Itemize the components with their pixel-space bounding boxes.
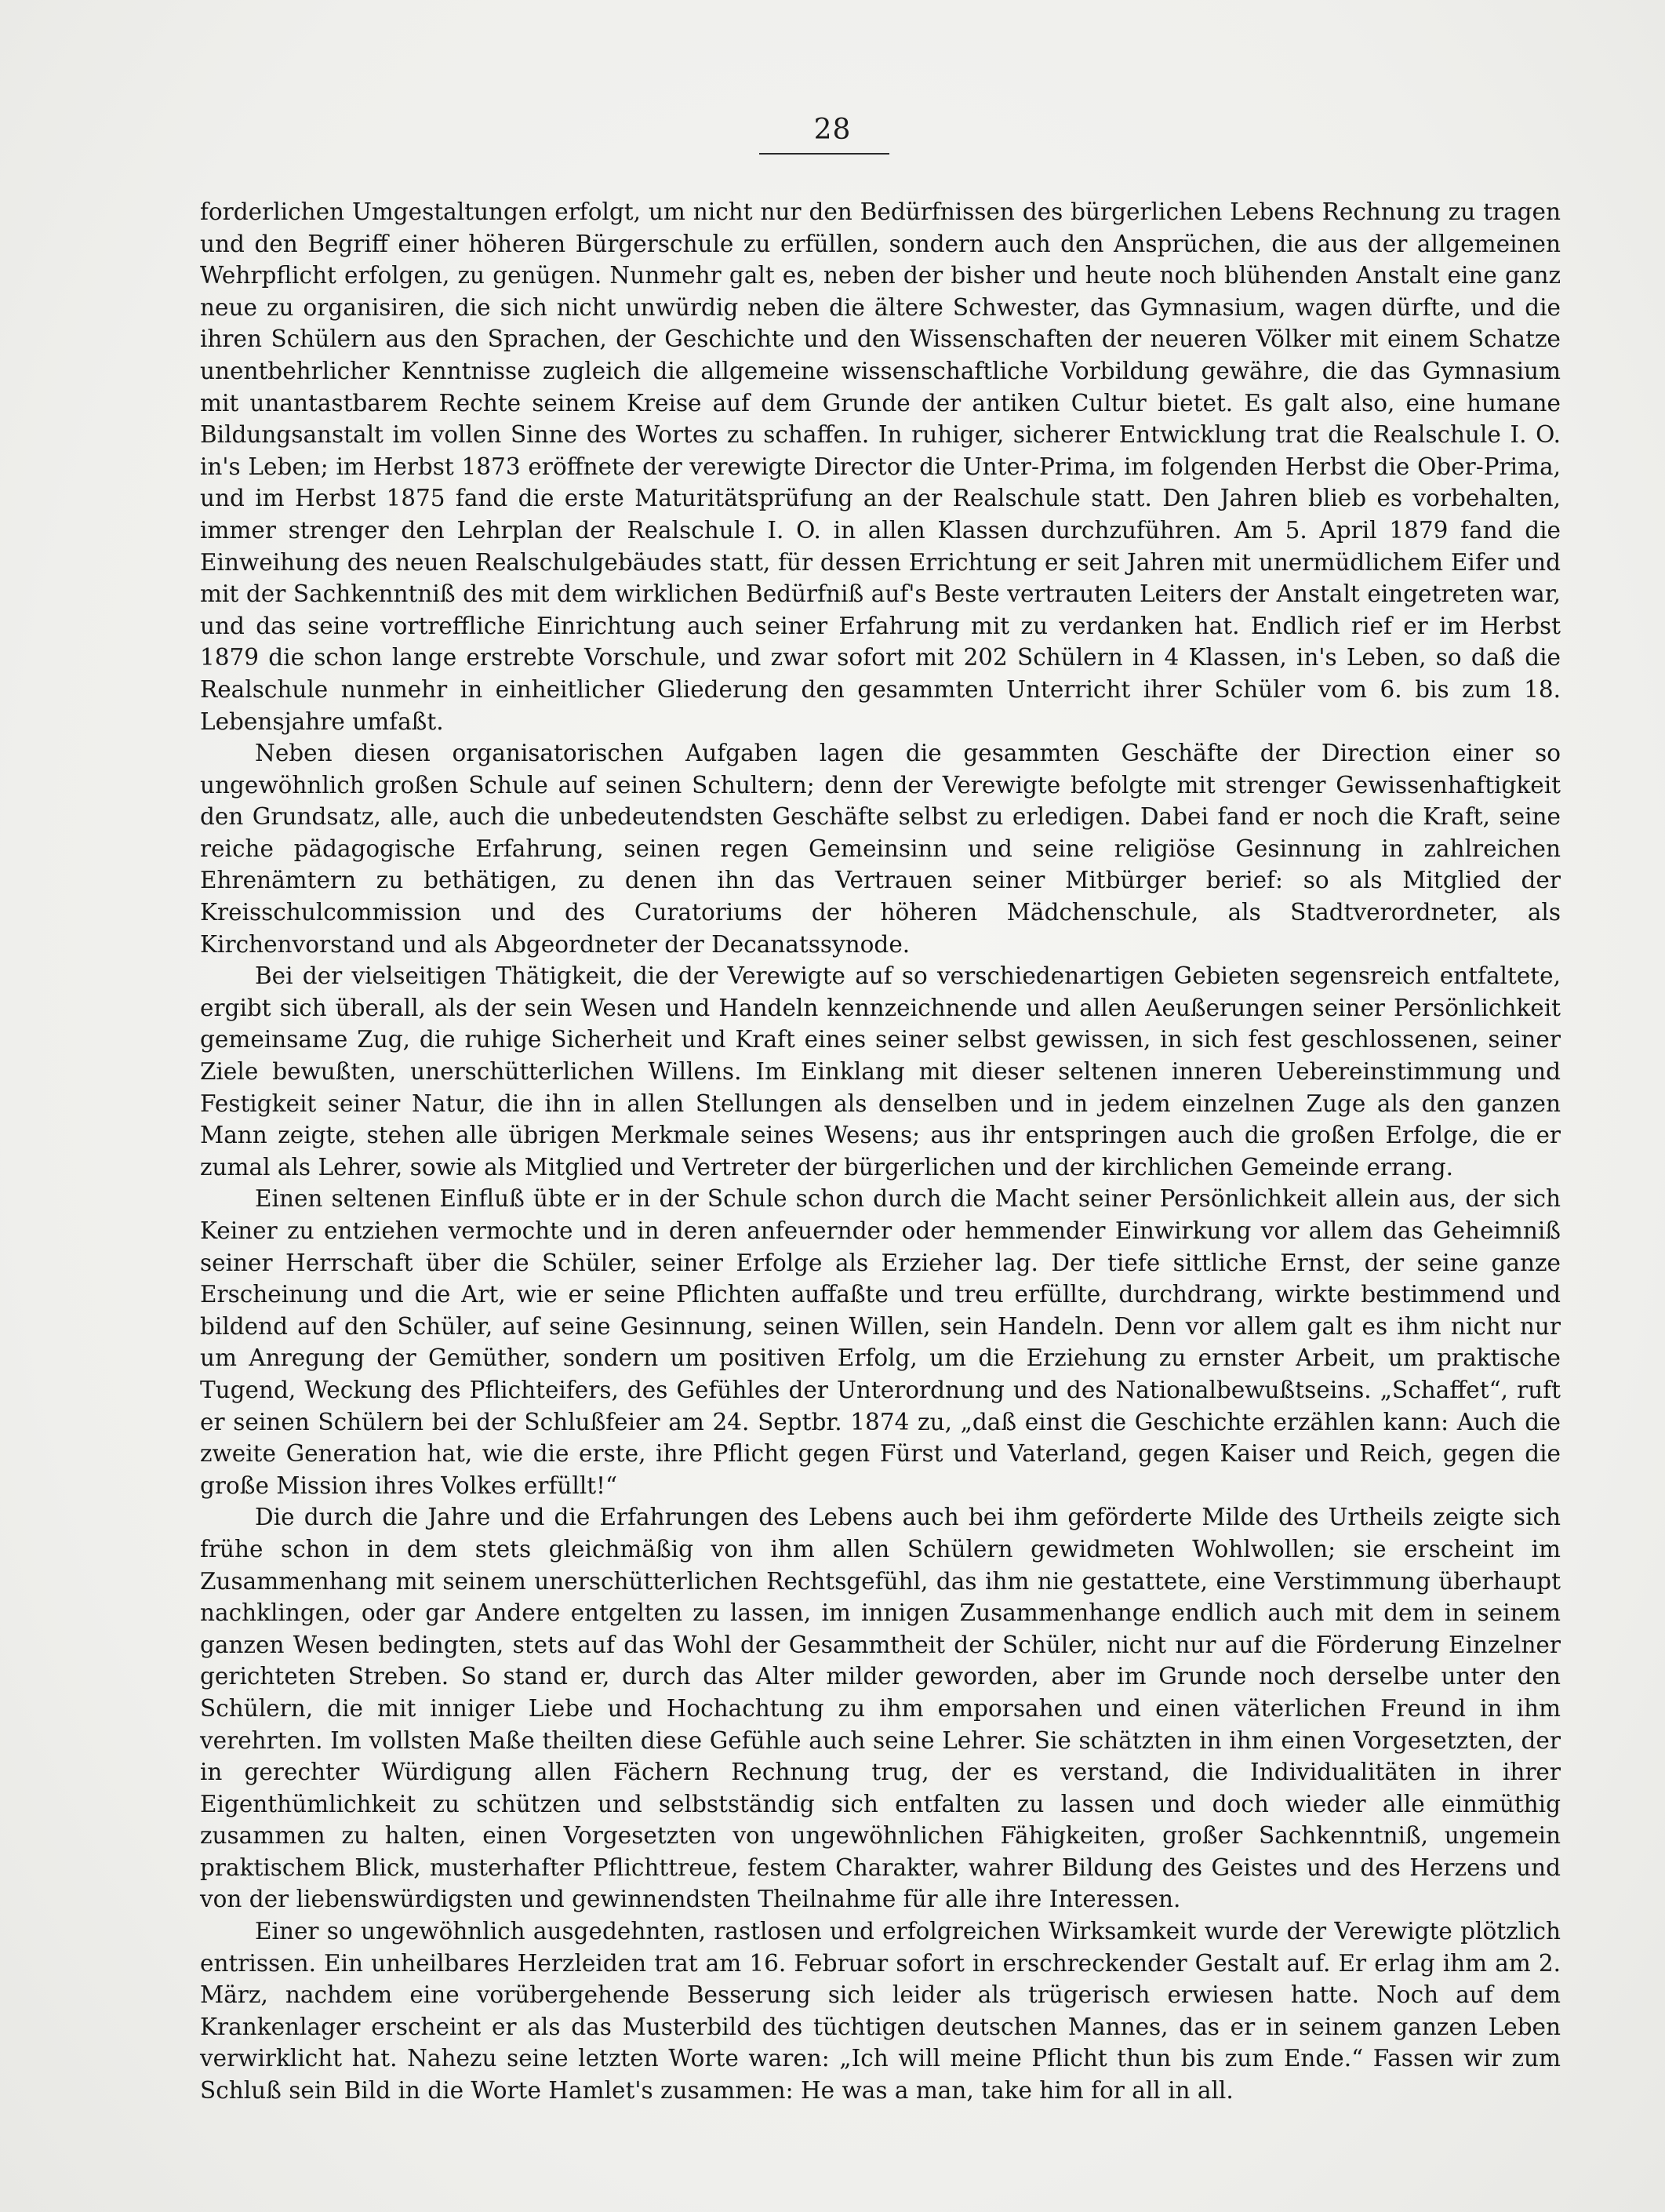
body-text <box>200 196 1561 2107</box>
paragraph: Bei der vielseitigen Thätigkeit, die der Verewigte auf so verschiedenartigen Gebieten segensreich entfaltete, ergibt sich überall, als der sein Wesen und Handeln kennzeichnende und allen Aeußerungen seiner Persönlichkeit gemeinsame Zug, die ruhige Sicherheit und Kraft eines seiner selbst gewissen, in sich fest geschlossenen, seiner Ziele bewußten, unerschütterlichen Willens. Im Einklang mit dieser seltenen inneren Uebereinstimmung und Festigkeit seiner Natur, die ihn in allen Stellungen als denselben und in jedem einzelnen Zuge als den ganzen Mann zeigte, stehen alle übrigen Merkmale seines Wesens; aus ihr entspringen auch die großen Erfolge, die er zumal als Lehrer, sowie als Mitglied und Vertreter der bürgerlichen und der kirchlichen Gemeinde errang. <box>200 962 1561 1181</box>
paragraph: forderlichen Umgestaltungen erfolgt, um nicht nur den Bedürfnissen des bürgerlichen Lebens Rechnung zu tragen und den Begriff einer höheren Bürgerschule zu erfüllen, sondern auch den Ansprüchen, die aus der allgemeinen Wehrpflicht erfolgen, zu genügen. Nunmehr galt es, neben der bisher und heute noch blühenden Anstalt eine ganz neue zu organisiren, die sich nicht unwürdig neben die ältere Schwester, das Gymnasium, wagen dürfte, und die ihren Schülern aus den Sprachen, der Geschichte und den Wissenschaften der neueren Völker mit einem Schatze unentbehrlicher Kenntnisse zugleich die allgemeine wissenschaftliche Vorbildung gewähre, die das Gymnasium mit unantastbarem Rechte seinem Kreise auf dem Grunde der antiken Cultur bietet. Es galt also, eine humane Bildungsanstalt im vollen Sinne des Wortes zu schaffen. In ruhiger, sicherer Entwicklung trat die Realschule I. O. in's Leben; im Herbst 1873 eröffnete der verewigte Director die Unter-Prima, im folgenden Herbst die Ober-Prima, und im Herbst 1875 fand die erste Maturitätsprüfung an der Realschule statt. Den Jahren blieb es vorbehalten, immer strenger den Lehrplan der Realschule I. O. in allen Klassen durchzuführen. Am 5. April 1879 fand die Einweihung des neuen Realschulgebäudes statt, für dessen Errichtung er seit Jahren mit unermüdlichem Eifer und mit der Sachkenntniß des mit dem wirklichen Bedürfniß auf's Beste vertrauten Leiters der Anstalt eingetreten war, und das seine vortreffliche Einrichtung auch seiner Erfahrung mit zu verdanken hat. Endlich rief er im Herbst 1879 die schon lange erstrebte Vorschule, und zwar sofort mit 202 Schülern in 4 Klassen, in's Leben, so daß die Realschule nunmehr in einheitlicher Gliederung den gesammten Unterricht ihrer Schüler vom 6. bis zum 18. Lebensjahre umfaßt. <box>200 198 1561 735</box>
paragraph: Einen seltenen Einfluß übte er in der Schule schon durch die Macht seiner Persönlichkeit allein aus, der sich Keiner zu entziehen vermochte und in deren anfeuernder oder hemmender Einwirkung vor allem das Geheimniß seiner Herrschaft über die Schüler, seiner Erfolge als Erzieher lag. Der tiefe sittliche Ernst, der seine ganze Erscheinung und die Art, wie er seine Pflichten auffaßte und treu erfüllte, durchdrang, wirkte bestimmend und bildend auf den Schüler, auf seine Gesinnung, seinen Willen, sein Handeln. Denn vor allem galt es ihm nicht nur um Anregung der Gemüther, sondern um positiven Erfolg, um die Erziehung zu ernster Arbeit, um praktische Tugend, Weckung des Pflichteifers, des Gefühles der Unterordnung und des Nationalbewußtseins. „Schaffet“, ruft er seinen Schülern bei der Schlußfeier am 24. Septbr. 1874 zu, „daß einst die Geschichte erzählen kann: Auch die zweite Generation hat, wie die erste, ihre Pflicht gegen Fürst und Vaterland, gegen Kaiser und Reich, gegen die große Mission ihres Volkes erfüllt!“ <box>200 1185 1561 1499</box>
paragraph: Einer so ungewöhnlich ausgedehnten, rastlosen und erfolgreichen Wirksamkeit wurde der Verewigte plötzlich entrissen. Ein unheilbares Herzleiden trat am 16. Februar sofort in erschreckender Gestalt auf. Er erlag ihm am 2. März, nachdem eine vorübergehende Besserung sich leider als trügerisch erwiesen hatte. Noch auf dem Krankenlager erscheint er als das Musterbild des tüchtigen deutschen Mannes, das er in seinem ganzen Leben verwirklicht hat. Nahezu seine letzten Worte waren: „Ich will meine Pflicht thun bis zum Ende.“ Fassen wir zum Schluß sein Bild in die Worte Hamlet's zusammen: He was a man, take him for all in all. <box>200 1918 1561 2105</box>
page-number-rule <box>759 153 889 155</box>
paragraph: Neben diesen organisatorischen Aufgaben lagen die gesammten Geschäfte der Direction einer so ungewöhnlich großen Schule auf seinen Schultern; denn der Verewigte befolgte mit strenger Gewissenhaftigkeit den Grundsatz, alle, auch die unbedeutendsten Geschäfte selbst zu erledigen. Dabei fand er noch die Kraft, seine reiche pädagogische Erfahrung, seinen regen Gemeinsinn und seine religiöse Gesinnung in zahlreichen Ehrenämtern zu bethätigen, zu denen ihn das Vertrauen seiner Mitbürger berief: so als Mitglied der Kreisschulcommission und des Curatoriums der höheren Mädchenschule, als Stadtverordneter, als Kirchenvorstand und als Abgeordneter der Decanatssynode. <box>200 740 1561 958</box>
paragraph: Die durch die Jahre und die Erfahrungen des Lebens auch bei ihm geförderte Milde des Urtheils zeigte sich frühe schon in dem stets gleichmäßig von ihm allen Schülern gewidmeten Wohlwollen; sie erscheint im Zusammenhang mit seinem unerschütterlichen Rechtsgefühl, das ihm nie gestattete, eine Verstimmung überhaupt nachklingen, oder gar Andere entgelten zu lassen, im innigen Zusammenhange endlich auch mit dem in seinem ganzen Wesen bedingten, stets auf das Wohl der Gesammtheit der Schüler, nicht nur auf die Förderung Einzelner gerichteten Streben. So stand er, durch das Alter milder geworden, aber im Grunde noch derselbe unter den Schülern, die mit inniger Liebe und Hochachtung zu ihm emporsahen und einen väterlichen Freund in ihm verehrten. Im vollsten Maße theilten diese Gefühle auch seine Lehrer. Sie schätzten in ihm einen Vorgesetzten, der in gerechter Würdigung allen Fächern Rechnung trug, der es verstand, die Individualitäten in ihrer Eigenthümlichkeit zu schützen und selbstständig sich entfalten zu lassen und doch wieder alle einmüthig zusammen zu halten, einen Vorgesetzten von ungewöhnlichen Fähigkeiten, großer Sachkenntniß, ungemein praktischem Blick, musterhafter Pflichttreue, festem Charakter, wahrer Bildung des Geistes und des Herzens und von der liebenswürdigsten und gewinnendsten Theilnahme für alle ihre Interessen. <box>200 1504 1561 1913</box>
page-number: 28 <box>813 114 852 146</box>
